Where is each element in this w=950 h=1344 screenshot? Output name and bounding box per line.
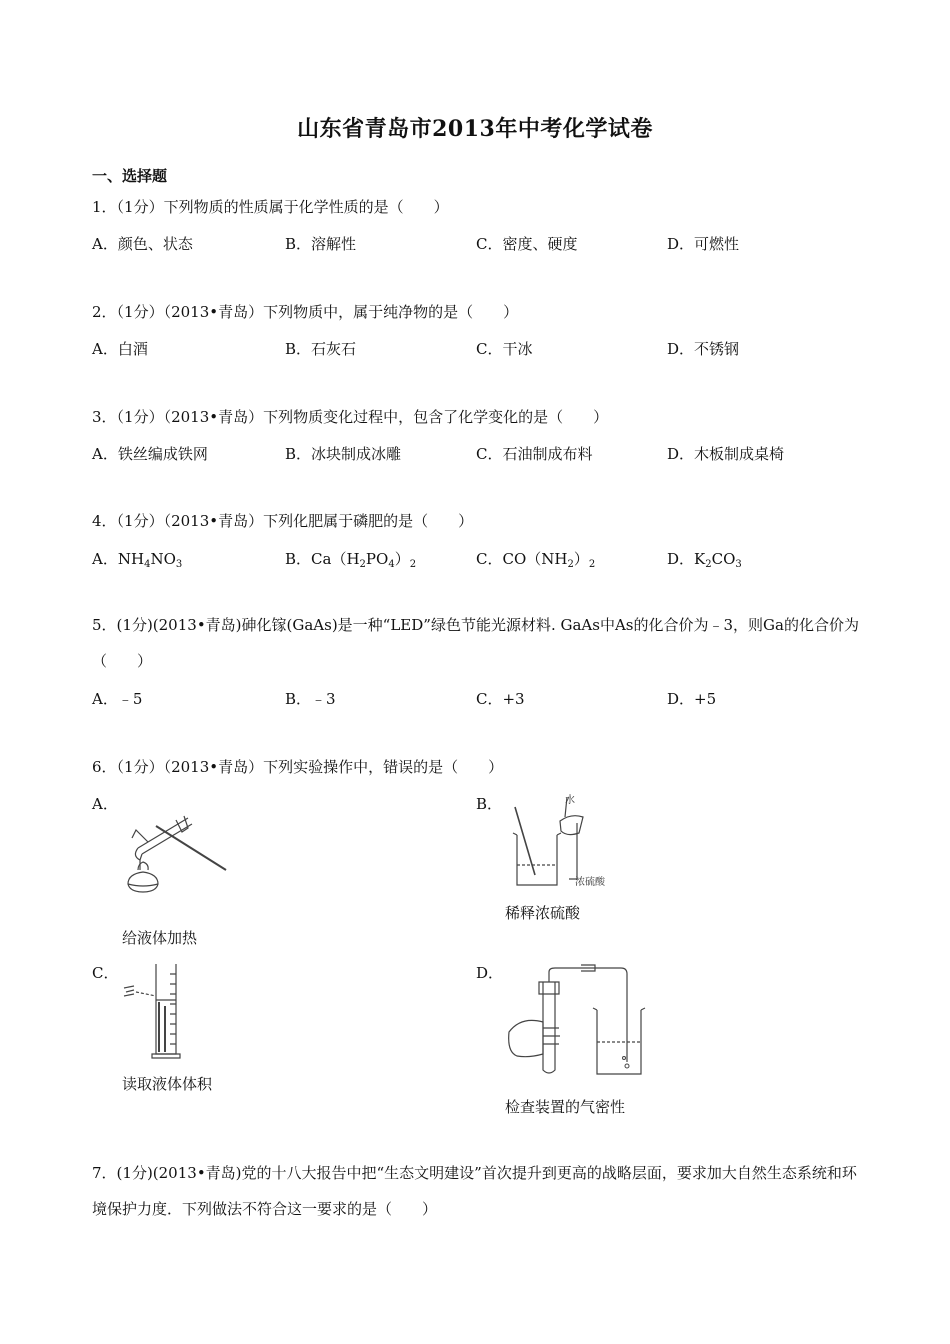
option-b: B．溶解性 (285, 235, 357, 253)
figure-heating-liquid (118, 798, 238, 910)
option-d: D．木板制成桌椅 (667, 445, 785, 463)
option-d: D．可燃性 (667, 235, 740, 253)
option-a: A．﹣5 (92, 690, 143, 708)
figure-airtightness-check (503, 962, 653, 1082)
caption-d: 检查装置的气密性 (505, 1098, 626, 1116)
option-c-label: C． (92, 964, 119, 982)
question-1-stem: 1．（1分）下列物质的性质属于化学性质的是（ ） (92, 198, 449, 216)
question-4-stem: 4．（1分）（2013•青岛）下列化肥属于磷肥的是（ ） (92, 512, 474, 530)
question-1-options (92, 233, 872, 255)
option-a: A．颜色、状态 (92, 235, 193, 253)
option-b: B．$Ca(H_2PO_4)_2$ (285, 550, 417, 570)
figure-diluting-acid (505, 793, 630, 893)
question-4-options (92, 548, 872, 570)
figure-reading-volume (120, 960, 200, 1065)
question-2-options (92, 338, 872, 360)
option-c: C．$CO(NH_2)_2$ (476, 550, 596, 570)
option-d: D．$K_2CO_3$ (667, 550, 742, 570)
option-c: C．石油制成布料 (476, 445, 593, 463)
caption-b: 稀释浓硫酸 (505, 904, 581, 922)
option-d: D．+5 (667, 690, 717, 708)
option-a: A．白酒 (92, 340, 148, 358)
question-2-stem: 2．（1分）（2013•青岛）下列物质中，属于纯净物的是（ ） (92, 303, 519, 321)
option-a: A．铁丝编成铁网 (92, 445, 208, 463)
option-a-label: A． (92, 795, 118, 813)
option-d: D．不锈钢 (667, 340, 740, 358)
option-c: C．干冰 (476, 340, 533, 358)
acid-label: 浓硫酸 (575, 877, 605, 888)
question-7-stem: 7．(1分)(2013•青岛)党的十八大报告中把“生态文明建设”首次提升到更高的战略层面，要求加大自然生态系统和环境保护力度．下列做法不符合这一要求的是（ ） (92, 1164, 857, 1218)
caption-a: 给液体加热 (122, 929, 198, 947)
question-5-options (92, 688, 872, 710)
page-title: 山东省青岛市2013年中考化学试卷 (297, 116, 653, 142)
option-b-label: B． (476, 795, 503, 813)
question-5-stem: 5．(1分)(2013•青岛)砷化镓(GaAs)是一种“LED”绿色节能光源材料. GaAs中As的化合价为﹣3，则Ga的化合价为（ ） (92, 616, 859, 670)
section-heading: 一、选择题 (92, 167, 168, 185)
question-6-stem: 6．（1分）（2013•青岛）下列实验操作中，错误的是（ ） (92, 758, 504, 776)
question-3-stem: 3．（1分）（2013•青岛）下列物质变化过程中，包含了化学变化的是（ ） (92, 408, 609, 426)
water-label: 水 (565, 795, 575, 806)
option-b: B．冰块制成冰雕 (285, 445, 402, 463)
option-b: B．﹣3 (285, 690, 336, 708)
option-a: A．$NH_4NO_3$ (92, 550, 183, 570)
option-b: B．石灰石 (285, 340, 357, 358)
caption-c: 读取液体体积 (122, 1075, 213, 1093)
option-d-label: D． (476, 964, 504, 982)
question-3-options (92, 443, 872, 465)
option-c: C．+3 (476, 690, 525, 708)
option-c: C．密度、硬度 (476, 235, 578, 253)
